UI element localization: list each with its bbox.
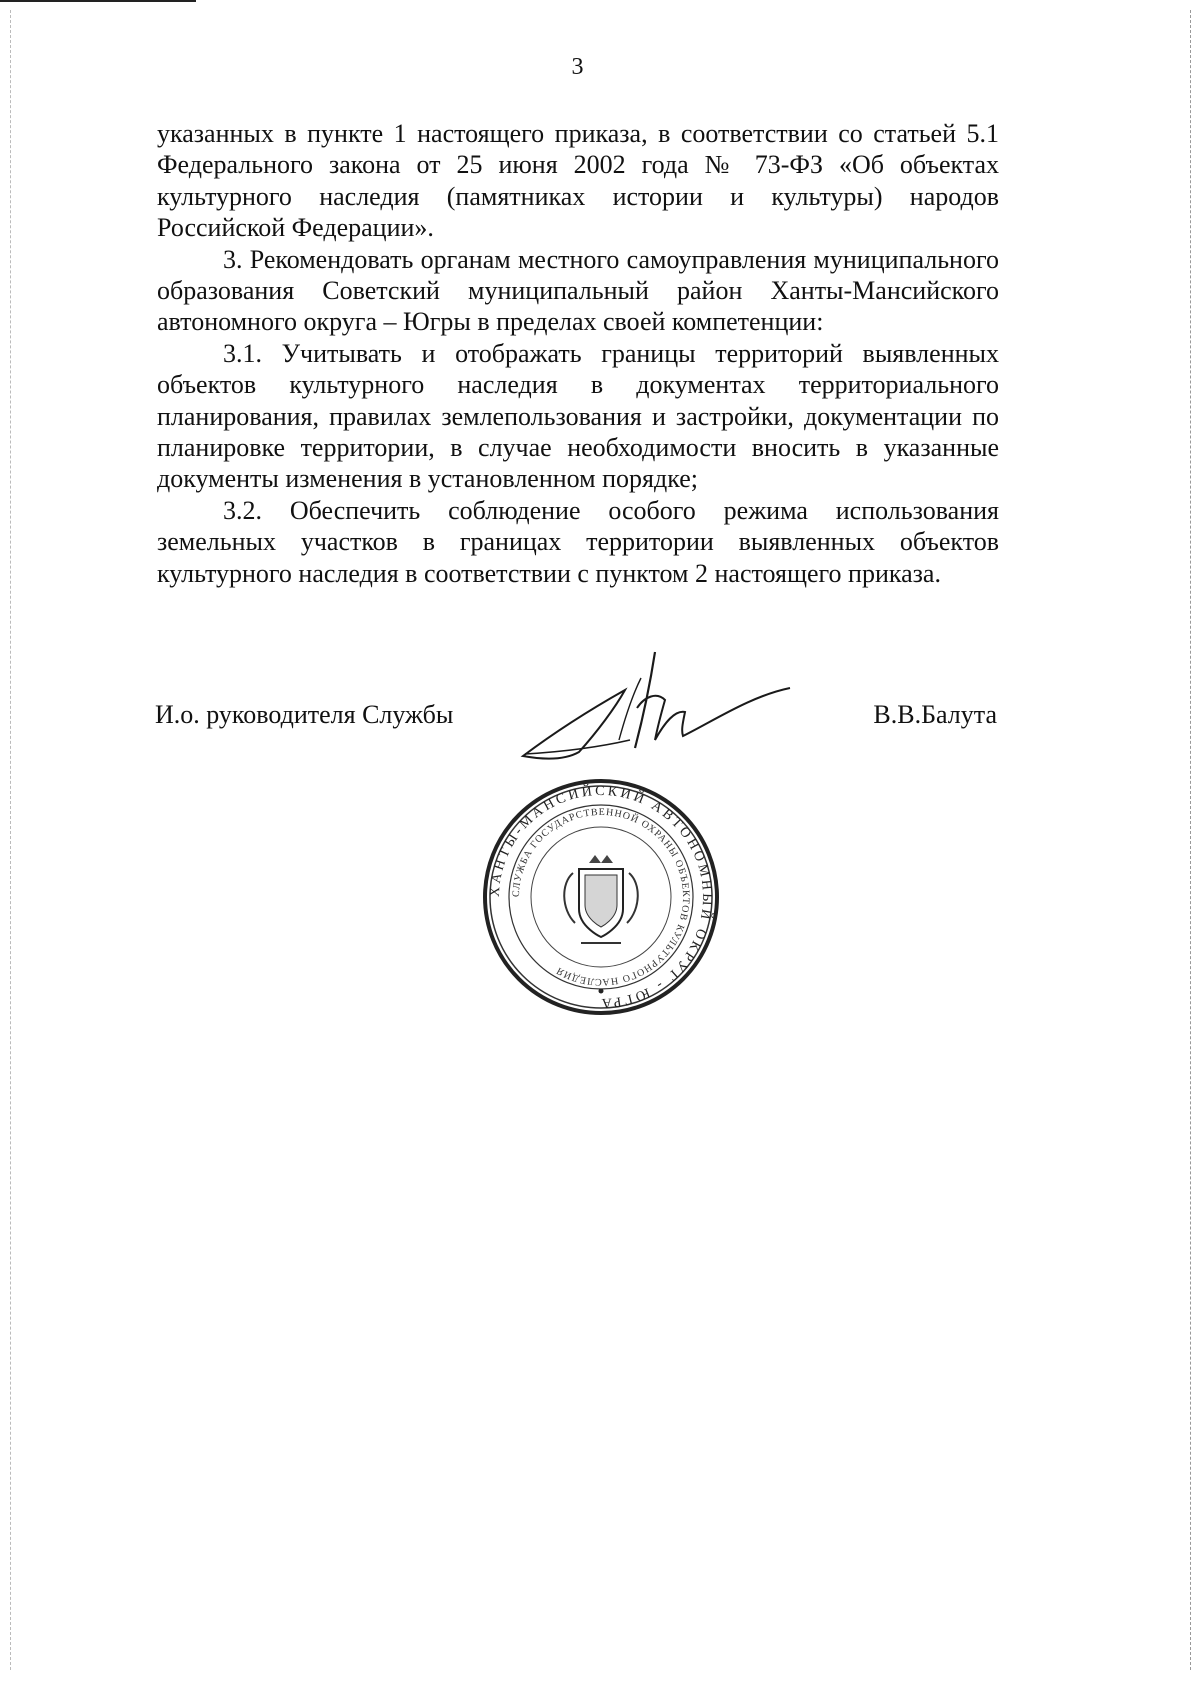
official-seal [481,777,721,1017]
document-body [157,118,999,589]
seal-outer-text: ХАНТЫ-МАНСИЙСКИЙ АВТОНОМНЫЙ ОКРУГ - ЮГРА [487,783,715,1011]
paragraph-item-3-2: 3.2. Обеспечить соблюдение особого режима использования земельных участков в границах территории выявленных объектов культурного наследия в соответствии с пунктом 2 настоящего приказа. [157,495,999,588]
paragraph-continuation: указанных в пункте 1 настоящего приказа, в соответствии со статьей 5.1 Федерального закона от 25 июня 2002 года № 73-ФЗ «Об объектах культурного наследия (памятниках истории и культуры) народов Российской Федерации». [157,119,999,243]
paragraph-item-3: 3. Рекомендовать органам местного самоуправления муниципального образования Советский муниципальный район Ханты-Мансийского автономного округа – Югры в пределах своей компетенции: [157,244,999,337]
handwritten-signature [515,648,795,773]
paragraph-item-3-1: 3.1. Учитывать и отображать границы территорий выявленных объектов культурного наследия в документах территориального планирования, правилах землепользования и застройки, документации по планировке территории, в случае необходимости вносить в указанные документы изменения в установленном порядке; [157,338,999,494]
seal-inner-text: СЛУЖБА ГОСУДАРСТВЕННОЙ ОХРАНЫ ОБЪЕКТОВ КУЛЬТУРНОГО НАСЛЕДИЯ [510,806,692,988]
coat-of-arms-icon [564,855,638,943]
scan-edge-left [10,10,12,1670]
signatory-name: В.В.Балута [873,700,997,729]
signatory-title: И.о. руководителя Службы [155,700,454,729]
top-rule [0,0,196,2]
scan-edge-right [1190,10,1192,1670]
page-number: 3 [571,54,584,80]
